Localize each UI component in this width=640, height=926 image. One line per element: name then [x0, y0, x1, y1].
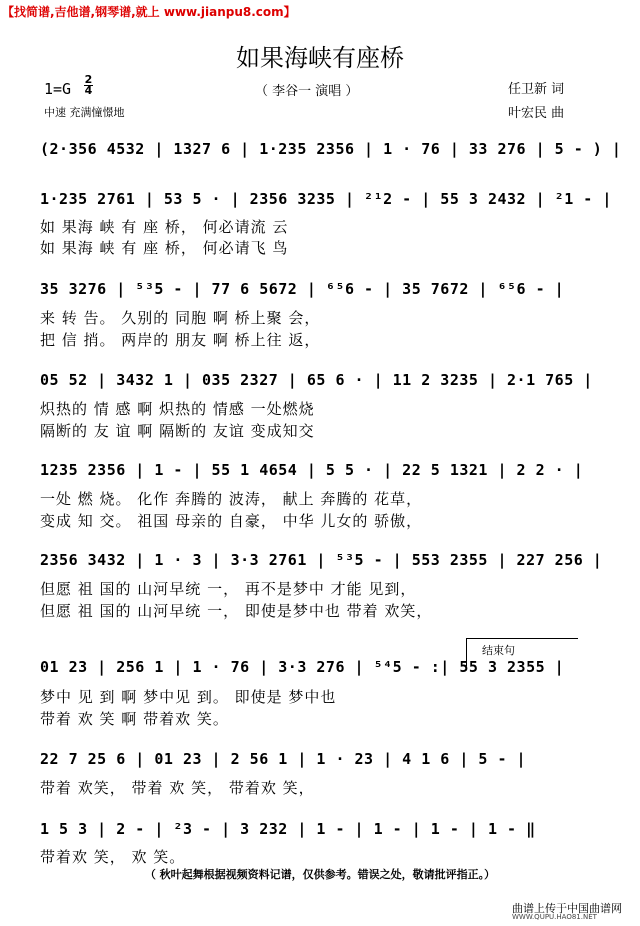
notation-line-4: 05 52 | 3432 1 | 035 2327 | 65 6 · | 11 2 3235 | 2·1 765 | [40, 371, 593, 389]
ending-label: 结束句 [482, 644, 515, 657]
notation-line-2: 1·235 2761 | 53 5 · | 2356 3235 | ²¹2 - | 55 3 2432 | ²1 - | [40, 190, 612, 208]
lyrics-line-2-verse-1: 如 果海 峡 有 座 桥， 何必请流 云 [40, 218, 289, 236]
lyrics-line-5-verse-2: 变成 知 交。 祖国 母亲的 自豪， 中华 儿女的 骄傲， [40, 512, 423, 530]
ending-bracket [466, 638, 578, 639]
notation-line-8: 22 7 25 6 | 01 23 | 2 56 1 | 1 · 23 | 4 1 6 | 5 - | [40, 750, 527, 768]
notation-line-3: 35 3276 | ⁵³5 - | 77 6 5672 | ⁶⁵6 - | 35 7672 | ⁶⁵6 - | [40, 280, 565, 298]
notation-line-9: 1 5 3 | 2 - | ²3 - | 3 232 | 1 - | 1 - | 1 - | 1 - ‖ [40, 820, 536, 838]
lyricist-credit: 任卫新 词 [508, 82, 565, 97]
lyrics-line-6-verse-1: 但愿 祖 国的 山河早统 一， 再不是梦中 才能 见到， [40, 580, 417, 598]
singer-credit: （ 李谷一 演唱 ） [255, 84, 359, 99]
lyrics-line-4-verse-2: 隔断的 友 谊 啊 隔断的 友谊 变成知交 [40, 422, 315, 440]
notation-line-1: (2·356 4532 | 1327 6 | 1·235 2356 | 1 · 76 | 33 276 | 5 - ) | [40, 140, 622, 158]
lyrics-line-8: 带着 欢笑， 带着 欢 笑， 带着欢 笑， [40, 779, 315, 797]
key-signature: 1=G [44, 80, 72, 98]
notation-line-6: 2356 3432 | 1 · 3 | 3·3 2761 | ⁵³5 - | 553 2355 | 227 256 | [40, 551, 603, 569]
lyrics-line-2-verse-2: 如 果海 峡 有 座 桥， 何必请飞 鸟 [40, 239, 289, 257]
composer-credit: 叶宏民 曲 [508, 106, 565, 121]
time-signature-top: 2 [84, 73, 93, 86]
notation-line-5: 1235 2356 | 1 - | 55 1 4654 | 5 5 · | 22 5 1321 | 2 2 · | [40, 461, 584, 479]
lyrics-line-6-verse-2: 但愿 祖 国的 山河早统 一， 即使是梦中也 带着 欢笑， [40, 602, 433, 620]
tempo-marking: 中速 充满憧憬地 [44, 106, 125, 119]
song-title: 如果海峡有座桥 [236, 44, 404, 72]
lyrics-line-3-verse-1: 来 转 告。 久别的 同胞 啊 桥上聚 会， [40, 309, 321, 327]
time-signature [84, 75, 93, 96]
lyrics-line-4-verse-1: 炽热的 情 感 啊 炽热的 情感 一处燃烧 [40, 400, 315, 418]
lyrics-line-9: 带着欢 笑， 欢 笑。 [40, 848, 186, 866]
notation-line-7: 01 23 | 256 1 | 1 · 76 | 3·3 276 | ⁵⁴5 - :| 55 3 2355 | [40, 658, 565, 676]
footer-credit[interactable]: 曲谱上传于中国曲谱网 [512, 902, 622, 915]
lyrics-line-7-verse-1: 梦中 见 到 啊 梦中见 到。 即使是 梦中也 [40, 688, 337, 706]
transcription-note: （ 秋叶起舞根据视频资料记谱，仅供参考。错误之处，敬请批评指正。） [144, 868, 496, 881]
site-banner[interactable]: 【找简谱,吉他谱,钢琴谱,就上 www.jianpu8.com】 [2, 5, 296, 19]
lyrics-line-7-verse-2: 带着 欢 笑 啊 带着欢 笑。 [40, 710, 229, 728]
lyrics-line-5-verse-1: 一处 燃 烧。 化作 奔腾的 波涛， 献上 奔腾的 花草， [40, 490, 423, 508]
lyrics-line-3-verse-2: 把 信 捎。 两岸的 朋友 啊 桥上往 返， [40, 331, 321, 349]
footer-url[interactable]: WWW.QUPU.HAO81.NET [512, 913, 597, 921]
time-signature-bottom: 4 [84, 84, 93, 97]
